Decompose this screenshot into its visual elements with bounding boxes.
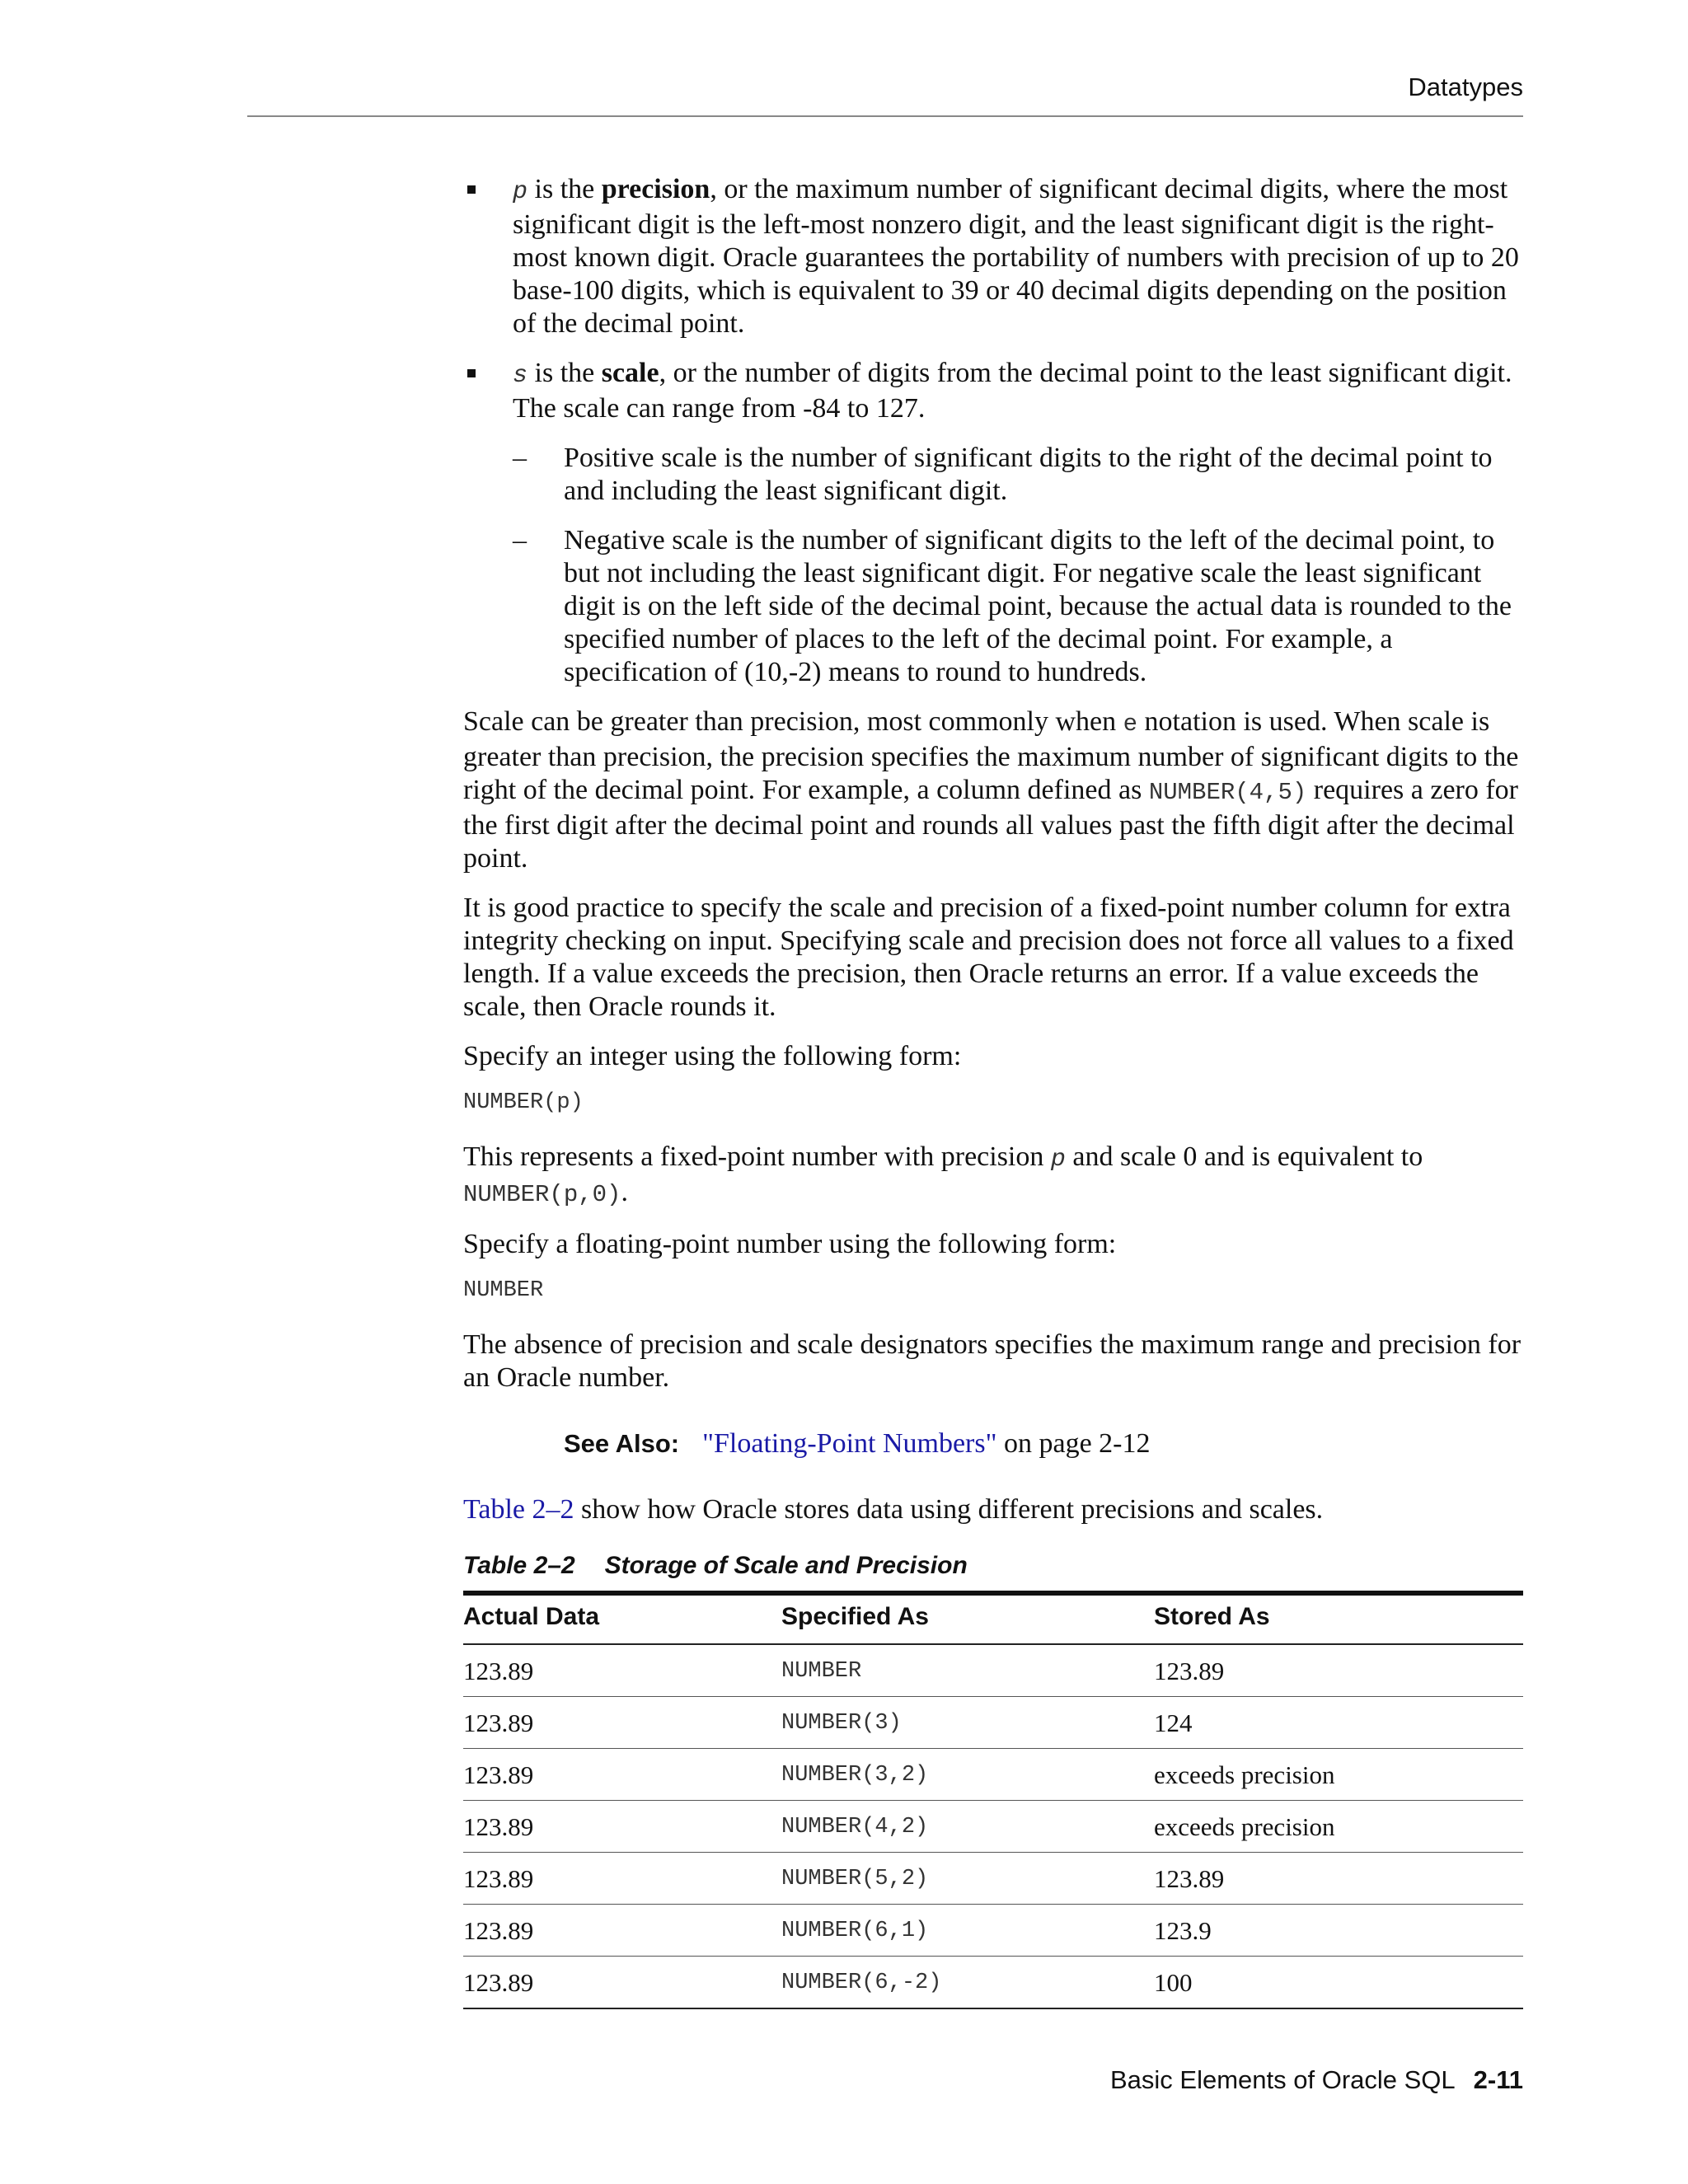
paragraph-fixed-point <box>463 1141 1526 1212</box>
table-row <box>463 1853 1523 1905</box>
dash-item-negative-scale <box>463 524 1526 689</box>
cell-actual-data: 123.89 <box>463 1905 781 1957</box>
code-example-integer: NUMBER(p) <box>463 1090 584 1115</box>
table-number: Table 2–2 <box>463 1552 575 1579</box>
cell-stored-as: 124 <box>1154 1697 1523 1749</box>
precision-symbol: p <box>513 178 528 206</box>
see-also-note <box>564 1427 1526 1460</box>
see-also-link[interactable]: "Floating-Point Numbers" <box>702 1428 997 1459</box>
paragraph-table-intro <box>463 1493 1526 1526</box>
cell-specified-as: NUMBER(3) <box>781 1697 1154 1749</box>
table-row <box>463 1905 1523 1957</box>
cell-specified-as: NUMBER <box>781 1644 1154 1697</box>
dash-bullet-icon: – <box>513 443 527 473</box>
page-footer <box>1110 2065 1523 2095</box>
table-row <box>463 1957 1523 2009</box>
bullet-text: , or the number of digits from the decimal point to the least significant digit. The scale can range from -84 to 127. <box>513 358 1512 424</box>
paragraph-float-form: Specify a floating-point number using the following form: <box>463 1229 1117 1259</box>
column-header-specified-as: Specified As <box>781 1593 1154 1644</box>
page-body <box>463 173 1526 2009</box>
paragraph-text: Scale can be greater than precision, most commonly when <box>463 706 1123 737</box>
cell-specified-as: NUMBER(6,1) <box>781 1905 1154 1957</box>
dash-item-text: Negative scale is the number of significant digits to the left of the decimal point, to but not including the least significant digit. For negative scale the least significant digit is on the left side of the decimal point, because the actual data is rounded to the specified number of places to the left of the decimal point. For example, a specification of (10,-2) means to round to hundreds. <box>564 525 1512 687</box>
paragraph-text: requires a zero for the first digit after the decimal point and rounds all values past the fifth digit after the decimal point. <box>463 775 1519 874</box>
square-bullet-icon <box>467 185 476 194</box>
cell-stored-as: 123.9 <box>1154 1905 1523 1957</box>
table-row <box>463 1697 1523 1749</box>
table-reference-link[interactable]: Table 2–2 <box>463 1494 574 1525</box>
cell-actual-data: 123.89 <box>463 1801 781 1853</box>
table-row <box>463 1801 1523 1853</box>
bullet-precision <box>463 173 1526 340</box>
cell-actual-data: 123.89 <box>463 1749 781 1801</box>
inline-code: NUMBER(4,5) <box>1148 779 1307 806</box>
column-header-stored-as: Stored As <box>1154 1593 1523 1644</box>
bullet-text: , or the maximum number of significant decimal digits, where the most significant digit is the left-most nonzero digit, and the least significant digit is the right-most known digit. Oracle guarantees the portability of numbers with precision of up to 20 base-100 digits, which is equivalent to 39 or 40 decimal digits depending on the position of the decimal point. <box>513 174 1519 339</box>
dash-item-positive-scale <box>463 442 1526 508</box>
dash-item-text: Positive scale is the number of significant digits to the right of the decimal point to and including the least significant digit. <box>564 443 1493 506</box>
bullet-scale <box>463 357 1526 425</box>
precision-symbol: p <box>1050 1146 1066 1174</box>
cell-specified-as: NUMBER(5,2) <box>781 1853 1154 1905</box>
square-bullet-icon <box>467 369 476 377</box>
scale-term: scale <box>601 358 659 388</box>
cell-actual-data: 123.89 <box>463 1644 781 1697</box>
scale-symbol: s <box>513 362 528 390</box>
cell-actual-data: 123.89 <box>463 1957 781 2009</box>
dash-bullet-icon: – <box>513 525 527 555</box>
cell-stored-as: exceeds precision <box>1154 1801 1523 1853</box>
paragraph-text: This represents a fixed-point number with precision <box>463 1141 1051 1172</box>
inline-code: NUMBER(p,0) <box>463 1181 621 1208</box>
table-row <box>463 1749 1523 1801</box>
cell-specified-as: NUMBER(4,2) <box>781 1801 1154 1853</box>
running-header: Datatypes <box>1408 73 1523 101</box>
paragraph-scale-greater <box>463 705 1526 875</box>
cell-stored-as: 123.89 <box>1154 1853 1523 1905</box>
see-also-label: See Also: <box>564 1429 680 1458</box>
precision-term: precision <box>601 174 710 204</box>
table-header-row <box>463 1593 1523 1644</box>
cell-stored-as: exceeds precision <box>1154 1749 1523 1801</box>
cell-actual-data: 123.89 <box>463 1853 781 1905</box>
paragraph-text: show how Oracle stores data using different precisions and scales. <box>574 1494 1324 1525</box>
cell-actual-data: 123.89 <box>463 1697 781 1749</box>
bullet-text: is the <box>528 174 602 204</box>
paragraph-good-practice: It is good practice to specify the scale and precision of a fixed-point number column for extra integrity checking on input. Specifying scale and precision does not force all values to a fixed length. If a value exceeds the precision, then Oracle returns an error. If a value exceeds the scale, then Oracle rounds it. <box>463 893 1514 1022</box>
cell-specified-as: NUMBER(3,2) <box>781 1749 1154 1801</box>
see-also-tail: on page 2-12 <box>996 1428 1151 1459</box>
cell-stored-as: 123.89 <box>1154 1644 1523 1697</box>
cell-stored-as: 100 <box>1154 1957 1523 2009</box>
table-caption <box>463 1549 1526 1582</box>
table-row <box>463 1644 1523 1697</box>
header-rule <box>247 115 1523 117</box>
paragraph-text: notation is used. When scale is greater than precision, the precision specifies the maximum number of significant digits to the right of the decimal point. For example, a column defined as <box>463 706 1519 805</box>
bullet-text: is the <box>528 358 602 388</box>
paragraph-integer-form: Specify an integer using the following form: <box>463 1041 962 1071</box>
table-title: Storage of Scale and Precision <box>604 1552 968 1579</box>
paragraph-absence: The absence of precision and scale designators specifies the maximum range and precision for an Oracle number. <box>463 1329 1522 1393</box>
inline-code: e <box>1123 710 1138 738</box>
footer-title: Basic Elements of Oracle SQL <box>1109 2065 1456 2094</box>
cell-specified-as: NUMBER(6,-2) <box>781 1957 1154 2009</box>
paragraph-text: . <box>621 1177 628 1207</box>
column-header-actual-data: Actual Data <box>463 1593 781 1644</box>
storage-table <box>463 1591 1523 2009</box>
page-number: 2-11 <box>1473 2065 1523 2094</box>
paragraph-text: and scale 0 and is equivalent to <box>1065 1141 1423 1172</box>
code-example-float: NUMBER <box>463 1278 544 1303</box>
